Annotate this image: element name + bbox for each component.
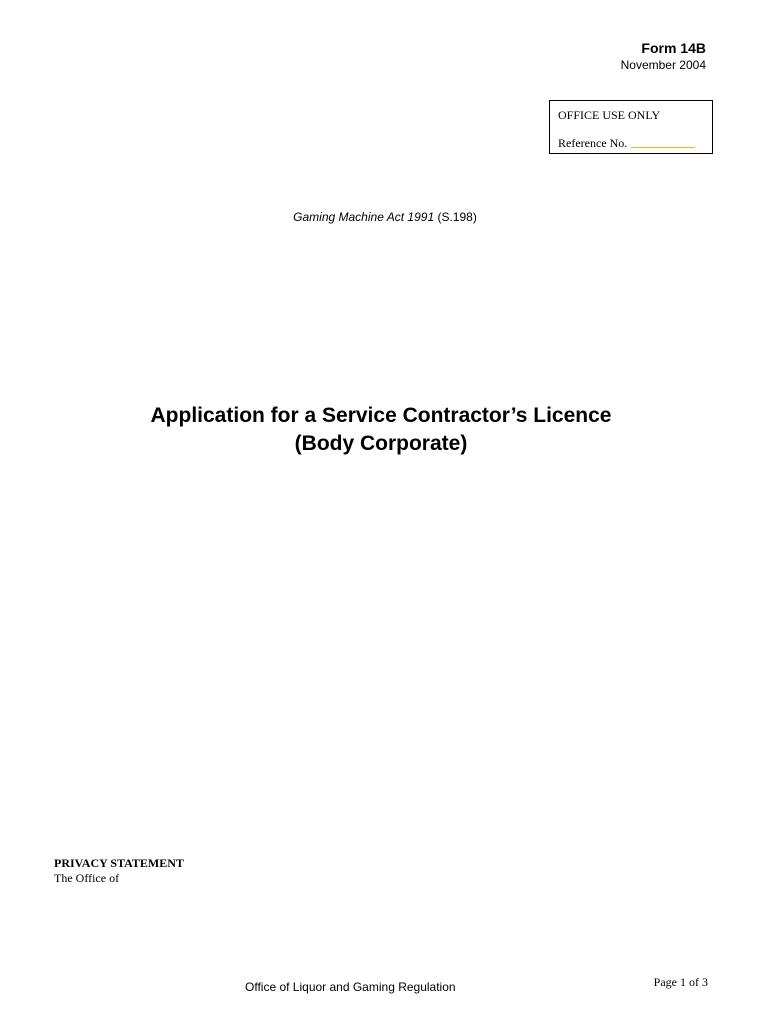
reference-field[interactable] — [631, 147, 695, 148]
act-section: (S.198) — [437, 210, 477, 224]
document-title-line1: Application for a Service Contractor’s Licence — [150, 404, 612, 427]
reference-row — [558, 136, 695, 151]
document-title-line2: (Body Corporate) — [294, 432, 468, 455]
act-citation — [0, 210, 770, 224]
page-number: Page 1 of 3 — [653, 975, 708, 989]
privacy-text: The Office of — [54, 871, 120, 885]
office-use-title: OFFICE USE ONLY — [558, 108, 661, 122]
document-title — [0, 402, 762, 458]
footer-organisation: Office of Liquor and Gaming Regulation — [245, 980, 456, 994]
act-name: Gaming Machine Act 1991 — [293, 210, 435, 224]
form-date: November 2004 — [620, 58, 706, 72]
office-use-box — [549, 100, 713, 154]
privacy-heading: PRIVACY STATEMENT — [54, 856, 184, 870]
form-number: Form 14B — [641, 40, 706, 56]
reference-label: Reference No. — [558, 136, 628, 150]
